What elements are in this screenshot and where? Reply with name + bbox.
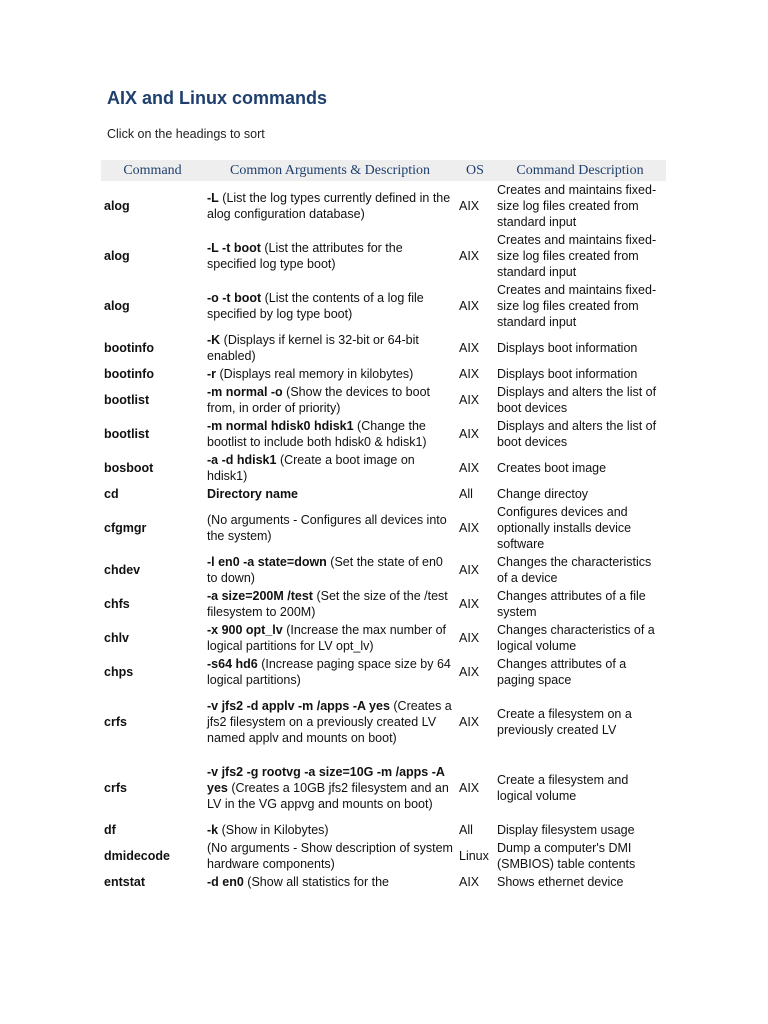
command-cell: bootlist: [104, 427, 150, 441]
command-cell: alog: [104, 199, 130, 213]
arguments-description: (Increase the max number of logical partitions for LV opt_lv): [207, 623, 447, 653]
command-cell: chfs: [104, 597, 130, 611]
arguments-flags: -o -t boot: [207, 291, 262, 305]
arguments-description: (List the log types currently defined in the alog configuration database): [207, 191, 451, 221]
os-cell: AIX: [459, 563, 480, 577]
command-cell: alog: [104, 299, 130, 313]
command-cell: bosboot: [104, 461, 154, 475]
arguments-description: (List the contents of a log file specified by log type boot): [207, 291, 424, 321]
os-cell: AIX: [459, 341, 480, 355]
os-cell: AIX: [459, 875, 480, 889]
sort-hint: Click on the headings to sort: [107, 127, 265, 141]
command-cell: crfs: [104, 781, 127, 795]
header-arguments[interactable]: Common Arguments & Description: [204, 160, 456, 181]
arguments-cell: [204, 689, 456, 755]
arguments-description: (Set the state of en0 to down): [207, 555, 443, 585]
os-cell: AIX: [459, 521, 480, 535]
commands-table: [101, 160, 666, 891]
arguments-flags: -l en0 -a state=down: [207, 555, 327, 569]
table-row: [101, 839, 666, 873]
description-cell: Creates and maintains fixed-size log files created from standard input: [497, 183, 657, 229]
arguments-description: (Show all statistics for the: [243, 875, 390, 889]
arguments-description: (Change the bootlist to include both hdisk0 & hdisk1): [207, 419, 427, 449]
command-cell: crfs: [104, 715, 127, 729]
arguments-flags: -a -d hdisk1: [207, 453, 277, 467]
description-cell: Creates and maintains fixed-size log files created from standard input: [497, 233, 657, 279]
description-cell: Displays and alters the list of boot devices: [497, 419, 657, 449]
arguments-flags: -s64 hd6: [207, 657, 258, 671]
arguments-cell: [204, 331, 456, 365]
table-row: [101, 281, 666, 331]
arguments-description: (Show the devices to boot from, in order of priority): [207, 385, 431, 415]
description-cell: Displays and alters the list of boot devices: [497, 385, 657, 415]
arguments-description: (Creates a 10GB jfs2 filesystem and an LV in the VG appvg and mounts on boot): [207, 781, 449, 811]
os-cell: AIX: [459, 249, 480, 263]
arguments-cell: [204, 873, 456, 891]
description-cell: Configures devices and optionally installs device software: [497, 505, 632, 551]
arguments-cell: [204, 181, 456, 231]
arguments-flags: -L -t boot: [207, 241, 261, 255]
header-row: [101, 160, 666, 181]
os-cell: AIX: [459, 631, 480, 645]
description-cell: Changes attributes of a paging space: [497, 657, 627, 687]
header-command[interactable]: Command: [101, 160, 204, 181]
arguments-description: (No arguments - Show description of system hardware components): [207, 841, 453, 871]
arguments-flags: -v jfs2 -d applv -m /apps -A yes: [207, 699, 390, 713]
table-row: [101, 553, 666, 587]
command-cell: df: [104, 823, 116, 837]
arguments-cell: [204, 503, 456, 553]
command-cell: chps: [104, 665, 134, 679]
description-cell: Displays boot information: [497, 367, 638, 381]
arguments-description: (Displays if kernel is 32-bit or 64-bit enabled): [207, 333, 419, 363]
description-cell: Change directoy: [497, 487, 589, 501]
description-cell: Dump a computer's DMI (SMBIOS) table contents: [497, 841, 636, 871]
command-cell: bootlist: [104, 393, 150, 407]
table-row: [101, 485, 666, 503]
os-cell: AIX: [459, 199, 480, 213]
command-cell: chlv: [104, 631, 130, 645]
arguments-cell: [204, 821, 456, 839]
os-cell: AIX: [459, 393, 480, 407]
arguments-flags: -m normal hdisk0 hdisk1: [207, 419, 354, 433]
arguments-description: (No arguments - Configures all devices into the system): [207, 513, 447, 543]
arguments-flags: Directory name: [207, 487, 299, 501]
command-cell: dmidecode: [104, 849, 170, 863]
arguments-cell: [204, 587, 456, 621]
command-cell: bootinfo: [104, 367, 154, 381]
table-row: [101, 873, 666, 891]
arguments-flags: -L: [207, 191, 219, 205]
description-cell: Shows ethernet device: [497, 875, 624, 889]
os-cell: AIX: [459, 781, 480, 795]
arguments-description: (List the attributes for the specified log type boot): [207, 241, 403, 271]
table-row: [101, 655, 666, 689]
description-cell: Creates and maintains fixed-size log files created from standard input: [497, 283, 657, 329]
arguments-cell: [204, 365, 456, 383]
arguments-cell: [204, 655, 456, 689]
os-cell: AIX: [459, 715, 480, 729]
os-cell: All: [459, 487, 473, 501]
table-row: [101, 755, 666, 821]
command-cell: alog: [104, 249, 130, 263]
command-cell: cd: [104, 487, 119, 501]
os-cell: AIX: [459, 427, 480, 441]
os-cell: AIX: [459, 461, 480, 475]
arguments-cell: [204, 755, 456, 821]
description-cell: Displays boot information: [497, 341, 638, 355]
arguments-cell: [204, 621, 456, 655]
table-row: [101, 451, 666, 485]
description-cell: Changes attributes of a file system: [497, 589, 646, 619]
table-row: [101, 821, 666, 839]
table-row: [101, 231, 666, 281]
arguments-description: (Create a boot image on hdisk1): [207, 453, 415, 483]
table-row: [101, 181, 666, 231]
table-row: [101, 417, 666, 451]
arguments-cell: [204, 553, 456, 587]
table-row: [101, 331, 666, 365]
table-row: [101, 383, 666, 417]
description-cell: Changes the characteristics of a device: [497, 555, 652, 585]
arguments-cell: [204, 417, 456, 451]
command-cell: entstat: [104, 875, 145, 889]
command-cell: bootinfo: [104, 341, 154, 355]
arguments-cell: [204, 451, 456, 485]
arguments-cell: [204, 383, 456, 417]
arguments-flags: -v jfs2 -g rootvg -a size=10G -m /apps -A yes: [207, 765, 445, 795]
header-os[interactable]: OS: [456, 160, 494, 181]
arguments-flags: -d en0: [207, 875, 244, 889]
arguments-flags: -k: [207, 823, 219, 837]
arguments-flags: -a size=200M /test: [207, 589, 313, 603]
arguments-cell: [204, 231, 456, 281]
arguments-description: (Show in Kilobytes): [218, 823, 329, 837]
arguments-description: (Displays real memory in kilobytes): [216, 367, 414, 381]
arguments-cell: [204, 281, 456, 331]
arguments-description: (Creates a jfs2 filesystem on a previously created LV named applv and mounts on boot): [207, 699, 452, 745]
page-title: AIX and Linux commands: [107, 88, 328, 108]
table-row: [101, 689, 666, 755]
description-cell: Display filesystem usage: [497, 823, 635, 837]
os-cell: AIX: [459, 299, 480, 313]
table-row: [101, 503, 666, 553]
command-cell: chdev: [104, 563, 141, 577]
arguments-flags: -x 900 opt_lv: [207, 623, 283, 637]
arguments-description: (Increase paging space size by 64 logical partitions): [207, 657, 451, 687]
command-cell: cfgmgr: [104, 521, 147, 535]
description-cell: Create a filesystem on a previously created LV: [497, 707, 632, 737]
table-row: [101, 365, 666, 383]
description-cell: Changes characteristics of a logical volume: [497, 623, 655, 653]
table-row: [101, 587, 666, 621]
arguments-flags: -m normal -o: [207, 385, 283, 399]
arguments-description: (Set the size of the /test filesystem to 200M): [207, 589, 448, 619]
os-cell: Linux: [459, 849, 489, 863]
os-cell: AIX: [459, 597, 480, 611]
os-cell: AIX: [459, 367, 480, 381]
description-cell: Create a filesystem and logical volume: [497, 773, 629, 803]
description-cell: Creates boot image: [497, 461, 607, 475]
header-description[interactable]: Command Description: [494, 160, 666, 181]
table-row: [101, 621, 666, 655]
arguments-cell: [204, 485, 456, 503]
arguments-cell: [204, 839, 456, 873]
os-cell: AIX: [459, 665, 480, 679]
arguments-flags: -r: [207, 367, 217, 381]
arguments-flags: -K: [207, 333, 221, 347]
os-cell: All: [459, 823, 473, 837]
